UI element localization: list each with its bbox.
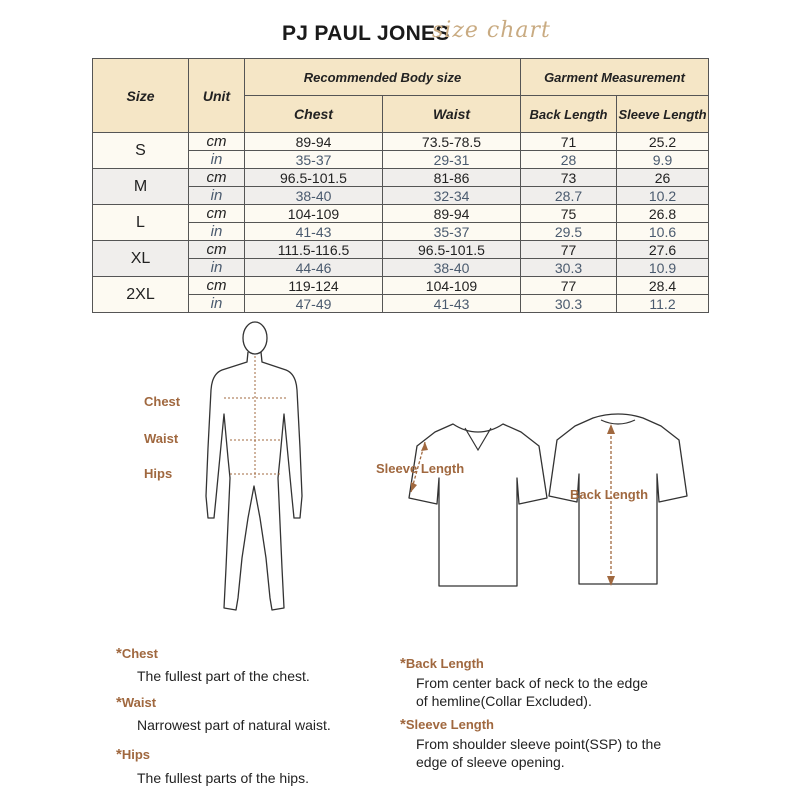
sleeve-length-cell: 26 <box>617 169 709 187</box>
sleeve-length-cell: 10.9 <box>617 259 709 277</box>
size-cell: XL <box>93 241 189 277</box>
header-recommended: Recommended Body size <box>245 59 521 96</box>
back-length-cell: 29.5 <box>521 223 617 241</box>
header-garment: Garment Measurement <box>521 59 709 96</box>
header-size: Size <box>93 59 189 133</box>
star-mark: * <box>400 655 406 672</box>
sleeve-length-cell: 25.2 <box>617 133 709 151</box>
sleeve-length-cell: 11.2 <box>617 295 709 313</box>
sleeve-length-cell: 10.2 <box>617 187 709 205</box>
waist-cell: 32-34 <box>383 187 521 205</box>
desc-back-length-text: From center back of neck to the edge of hemline(Collar Excluded). <box>416 675 648 709</box>
back-length-cell: 71 <box>521 133 617 151</box>
star-mark: * <box>116 746 122 763</box>
sleeve-length-label: Sleeve Length <box>376 461 465 476</box>
waist-cell: 96.5-101.5 <box>383 241 521 259</box>
unit-cell: cm <box>189 241 245 259</box>
desc-sleeve-length-text: From shoulder sleeve point(SSP) to the edge of sleeve opening. <box>416 736 662 770</box>
waist-label: Waist <box>144 431 179 446</box>
unit-cell: cm <box>189 277 245 295</box>
back-length-cell: 77 <box>521 241 617 259</box>
chest-cell: 47-49 <box>245 295 383 313</box>
table-row <box>93 277 709 295</box>
back-length-label: Back Length <box>570 487 649 502</box>
waist-cell: 81-86 <box>383 169 521 187</box>
chest-cell: 44-46 <box>245 259 383 277</box>
back-length-cell: 75 <box>521 205 617 223</box>
chest-cell: 111.5-116.5 <box>245 241 383 259</box>
desc-waist-text: Narrowest part of natural waist. <box>137 717 331 733</box>
chest-label: Chest <box>144 394 181 409</box>
waist-cell: 104-109 <box>383 277 521 295</box>
chest-cell: 104-109 <box>245 205 383 223</box>
back-length-cell: 28 <box>521 151 617 169</box>
desc-chest-heading: *Chest <box>116 645 158 662</box>
waist-cell: 29-31 <box>383 151 521 169</box>
size-cell: 2XL <box>93 277 189 313</box>
header-unit: Unit <box>189 59 245 133</box>
desc-back-length-heading: *Back Length <box>400 655 484 672</box>
sleeve-length-cell: 27.6 <box>617 241 709 259</box>
unit-cell: in <box>189 151 245 169</box>
desc-waist-heading: *Waist <box>116 694 157 711</box>
star-mark: * <box>116 694 122 711</box>
body-figure <box>200 318 310 628</box>
chest-cell: 119-124 <box>245 277 383 295</box>
back-length-cell: 77 <box>521 277 617 295</box>
waist-cell: 41-43 <box>383 295 521 313</box>
header-waist: Waist <box>383 96 521 133</box>
sleeve-length-cell: 10.6 <box>617 223 709 241</box>
unit-cell: cm <box>189 133 245 151</box>
header-sleeve-length: Sleeve Length <box>617 96 709 133</box>
page-title <box>0 14 800 54</box>
header-back-length: Back Length <box>521 96 617 133</box>
unit-cell: cm <box>189 205 245 223</box>
table-row <box>93 205 709 223</box>
back-length-cell: 73 <box>521 169 617 187</box>
shirt-back-figure <box>545 412 690 592</box>
shirt-front-figure <box>405 418 550 593</box>
table-row <box>93 241 709 259</box>
hips-label: Hips <box>144 466 173 481</box>
star-mark: * <box>400 716 406 733</box>
sleeve-length-cell: 28.4 <box>617 277 709 295</box>
chest-cell: 41-43 <box>245 223 383 241</box>
back-length-cell: 30.3 <box>521 259 617 277</box>
brand-name: PJ PAUL JONES <box>282 22 450 45</box>
size-cell: S <box>93 133 189 169</box>
waist-cell: 38-40 <box>383 259 521 277</box>
table-row <box>93 169 709 187</box>
unit-cell: in <box>189 187 245 205</box>
size-cell: M <box>93 169 189 205</box>
title-script: size chart <box>432 18 551 43</box>
chest-cell: 89-94 <box>245 133 383 151</box>
desc-hips-text: The fullest parts of the hips. <box>137 770 309 786</box>
unit-cell: in <box>189 223 245 241</box>
back-length-cell: 28.7 <box>521 187 617 205</box>
desc-sleeve-length-heading: *Sleeve Length <box>400 716 494 733</box>
desc-hips-heading: *Hips <box>116 746 151 763</box>
unit-cell: in <box>189 259 245 277</box>
chest-cell: 35-37 <box>245 151 383 169</box>
size-chart-table <box>92 58 709 313</box>
unit-cell: in <box>189 295 245 313</box>
chest-cell: 96.5-101.5 <box>245 169 383 187</box>
waist-cell: 73.5-78.5 <box>383 133 521 151</box>
star-mark: * <box>116 645 122 662</box>
header-chest: Chest <box>245 96 383 133</box>
waist-cell: 89-94 <box>383 205 521 223</box>
desc-chest-text: The fullest part of the chest. <box>137 668 310 684</box>
sleeve-length-cell: 9.9 <box>617 151 709 169</box>
size-cell: L <box>93 205 189 241</box>
table-row <box>93 133 709 151</box>
back-length-cell: 30.3 <box>521 295 617 313</box>
sleeve-length-cell: 26.8 <box>617 205 709 223</box>
chest-cell: 38-40 <box>245 187 383 205</box>
unit-cell: cm <box>189 169 245 187</box>
waist-cell: 35-37 <box>383 223 521 241</box>
